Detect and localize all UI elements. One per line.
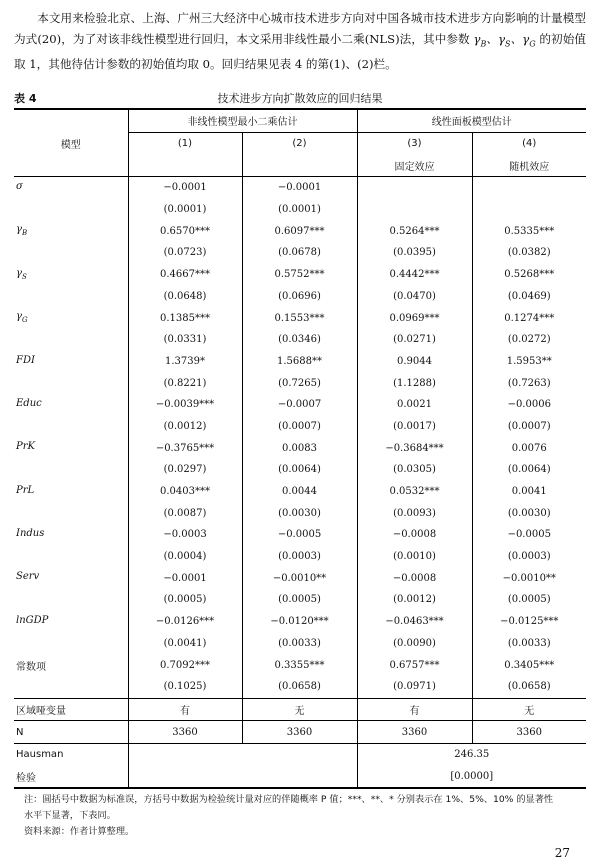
n-cell: 3360 <box>128 721 242 744</box>
table-notes <box>24 792 586 840</box>
coef-cell: 0.6570*** <box>128 220 242 242</box>
se-cell: (0.0005) <box>128 589 242 611</box>
param-symbol: $\gamma_S$ <box>498 32 511 49</box>
se-cell: (0.0331) <box>128 329 242 351</box>
coef-cell: 0.0044 <box>242 481 357 503</box>
se-cell: (0.0064) <box>242 459 357 481</box>
note-line: 注：圆括号中数据为标准误，方括号中数据为检验统计量对应的伴随概率 P 值；***、**、* 分别表示在 1%、5%、10% 的显著性 <box>24 794 554 805</box>
coef-cell: −0.0008 <box>357 567 472 589</box>
se-cell: (0.7263) <box>507 377 551 389</box>
se-cell: (0.0003) <box>242 546 357 568</box>
row-label <box>14 437 128 480</box>
hausman-stat: 246.35 <box>357 743 586 765</box>
row-label-text: $\gamma_G$ <box>16 311 28 325</box>
row-label-text: Indus <box>16 528 45 540</box>
page-number: 27 <box>554 846 570 860</box>
coef-cell: 1.5953** <box>506 355 552 367</box>
coef-cell: −0.0001 <box>128 567 242 589</box>
se-cell <box>472 199 586 221</box>
intro-params: $\gamma_B$、$\gamma_S$、$\gamma_G$ <box>473 32 536 49</box>
coef-cell <box>357 177 472 199</box>
coef-cell: −0.0003 <box>128 524 242 546</box>
se-cell: (0.0033) <box>507 637 551 649</box>
se-cell: (0.0093) <box>357 502 472 524</box>
se-cell: (0.0658) <box>507 681 551 693</box>
coef-cell: 0.5268*** <box>504 269 555 281</box>
table-row <box>14 307 586 329</box>
dummy-cell: 无 <box>472 698 586 721</box>
se-cell: (0.0971) <box>357 676 472 698</box>
source-line: 资料来源：作者计算整理。 <box>24 826 135 837</box>
coef-cell: 0.4442*** <box>357 264 472 286</box>
param-symbol: $\gamma_B$ <box>473 32 487 49</box>
intro-part2: 的初始值取 1，其他待估计参数的初始值均取 0。回归结果见表 4 的第(1)、(2)栏。 <box>14 32 586 72</box>
se-cell: (0.0271) <box>357 329 472 351</box>
table-row <box>14 481 586 503</box>
coef-cell: 0.6097*** <box>242 220 357 242</box>
table-number: 表 4 <box>14 92 37 105</box>
row-label <box>14 307 128 350</box>
coef-cell: 0.9044 <box>357 351 472 373</box>
coef-cell: −0.0039*** <box>128 394 242 416</box>
se-cell: (0.0723) <box>128 242 242 264</box>
header-col-sub: 随机效应 <box>509 161 550 173</box>
se-cell: (0.0382) <box>507 247 551 259</box>
se-cell: (0.0003) <box>507 551 551 563</box>
header-group-nls: 非线性模型最小二乘估计 <box>128 109 357 132</box>
coef-cell: 0.5335*** <box>504 225 555 237</box>
row-label-text: PrL <box>16 484 35 496</box>
row-label-text: lnGDP <box>16 614 49 626</box>
row-label <box>14 567 128 610</box>
coef-cell: 0.6757*** <box>357 654 472 676</box>
header-group-linear: 线性面板模型估计 <box>357 109 586 132</box>
se-cell: (0.0395) <box>357 242 472 264</box>
coef-cell: 0.1385*** <box>128 307 242 329</box>
row-label-text: $\gamma_S$ <box>16 267 27 281</box>
coef-cell: 0.0041 <box>511 486 547 498</box>
se-cell: (0.0001) <box>128 199 242 221</box>
row-label-text: $\gamma_B$ <box>16 224 28 238</box>
coef-cell: −0.0008 <box>357 524 472 546</box>
se-cell: (0.0001) <box>242 199 357 221</box>
se-cell: (0.0064) <box>507 464 551 476</box>
row-label <box>14 611 128 654</box>
table-row <box>14 567 586 589</box>
se-cell <box>357 199 472 221</box>
row-label <box>14 654 128 698</box>
se-cell: (0.0007) <box>242 416 357 438</box>
se-cell: (0.0010) <box>357 546 472 568</box>
coef-cell: −0.0010** <box>242 567 357 589</box>
row-label-text: 常数项 <box>16 662 46 674</box>
coef-cell: 0.3405*** <box>504 659 555 671</box>
subscript: S <box>21 272 27 281</box>
header-col-sub <box>128 154 242 176</box>
header-col-sub <box>242 154 357 176</box>
se-cell: (0.0004) <box>128 546 242 568</box>
se-cell: (0.0297) <box>128 459 242 481</box>
regression-table <box>14 108 586 789</box>
coef-cell: 0.4667*** <box>128 264 242 286</box>
se-cell: (0.0658) <box>242 676 357 698</box>
row-label <box>14 220 128 263</box>
subscript: G <box>529 39 536 49</box>
table-title: 技术进步方向扩散效应的回归结果 <box>217 92 383 105</box>
row-label-text: Educ <box>16 397 42 409</box>
row-label-text: σ <box>16 181 23 193</box>
se-cell: (0.0648) <box>128 286 242 308</box>
hausman-label: 检验 <box>14 766 128 789</box>
header-col-num: (4) <box>472 132 586 154</box>
coef-cell: 0.0021 <box>357 394 472 416</box>
subscript: B <box>480 39 487 49</box>
table-row <box>14 698 586 721</box>
table-caption <box>14 90 586 106</box>
se-cell: (0.7265) <box>242 372 357 394</box>
table-row <box>14 351 586 373</box>
coef-cell: −0.0120*** <box>242 611 357 633</box>
dummy-cell: 有 <box>357 698 472 721</box>
hausman-label: Hausman <box>14 743 128 765</box>
table-row <box>14 220 586 242</box>
n-label: N <box>14 721 128 744</box>
row-label-text: PrK <box>16 441 35 453</box>
subscript: B <box>21 229 28 238</box>
se-cell: (0.0017) <box>357 416 472 438</box>
se-cell: (0.0012) <box>357 589 472 611</box>
row-label-text: Serv <box>16 571 40 583</box>
coef-cell: 0.0403*** <box>128 481 242 503</box>
coef-cell: −0.0125*** <box>500 616 559 628</box>
param-symbol: $\gamma_G$ <box>522 32 536 49</box>
table-row <box>14 743 586 765</box>
coef-cell: −0.0463*** <box>357 611 472 633</box>
se-cell: (0.1025) <box>128 676 242 698</box>
dummy-cell: 无 <box>242 698 357 721</box>
se-cell: (0.0005) <box>507 594 551 606</box>
dummy-cell: 有 <box>128 698 242 721</box>
row-label <box>14 524 128 567</box>
coef-cell: 1.5688** <box>242 351 357 373</box>
coef-cell: 0.0083 <box>242 437 357 459</box>
se-cell: (0.0305) <box>357 459 472 481</box>
se-cell: (0.0030) <box>242 502 357 524</box>
table-row <box>14 394 586 416</box>
se-cell: (0.0469) <box>507 290 551 302</box>
coef-cell: −0.0010** <box>502 572 556 584</box>
coef-cell: −0.3765*** <box>128 437 242 459</box>
coef-cell: 0.0969*** <box>357 307 472 329</box>
header-col-num: (1) <box>128 132 242 154</box>
se-cell: (0.0346) <box>242 329 357 351</box>
header-col-sub: 固定效应 <box>357 154 472 176</box>
se-cell: (0.0041) <box>128 633 242 655</box>
n-cell: 3360 <box>242 721 357 744</box>
coef-cell: 0.0076 <box>511 442 547 454</box>
coef-cell: −0.0005 <box>507 529 551 541</box>
se-cell: (0.0696) <box>242 286 357 308</box>
coef-cell: 0.7092*** <box>128 654 242 676</box>
se-cell: (0.0470) <box>357 286 472 308</box>
subscript: G <box>21 316 28 325</box>
coef-cell: −0.0001 <box>242 177 357 199</box>
table-row <box>14 611 586 633</box>
se-cell: (0.0033) <box>242 633 357 655</box>
coef-cell: 1.3739* <box>128 351 242 373</box>
dummy-label: 区域哑变量 <box>14 698 128 721</box>
table-row <box>14 177 586 199</box>
se-cell: (0.8221) <box>128 372 242 394</box>
coef-cell: −0.0001 <box>128 177 242 199</box>
coef-cell: 0.1274*** <box>504 312 555 324</box>
note-line: 水平下显著，下表同。 <box>24 810 116 821</box>
intro-part1: 本文用来检验北京、上海、广州三大经济中心城市技术进步方向对中国各城市技术进步方向影响的计量模型为式(20)，为了对该非线性模型进行回归，本文采用非线性最小二乘(NLS)法，其中参数 <box>14 11 586 46</box>
header-model-label: 模型 <box>14 109 128 177</box>
table-row <box>14 654 586 676</box>
row-label <box>14 264 128 307</box>
coef-cell: −0.3684*** <box>357 437 472 459</box>
row-label <box>14 394 128 437</box>
row-label <box>14 481 128 524</box>
coef-cell: 0.5264*** <box>357 220 472 242</box>
n-cell: 3360 <box>357 721 472 744</box>
n-cell: 3360 <box>472 721 586 744</box>
table-row <box>14 524 586 546</box>
se-cell: (0.0678) <box>242 242 357 264</box>
se-cell: (0.0012) <box>128 416 242 438</box>
table-row <box>14 721 586 744</box>
header-col-num: (2) <box>242 132 357 154</box>
header-col-num: (3) <box>357 132 472 154</box>
subscript: S <box>505 39 511 49</box>
table-row <box>14 264 586 286</box>
coef-cell <box>472 177 586 199</box>
row-label <box>14 351 128 394</box>
coef-cell: −0.0006 <box>507 399 551 411</box>
hausman-p: [0.0000] <box>357 766 586 789</box>
coef-cell: −0.0007 <box>242 394 357 416</box>
coef-cell: 0.5752*** <box>242 264 357 286</box>
row-label-text: FDI <box>16 354 35 366</box>
coef-cell: 0.1553*** <box>242 307 357 329</box>
coef-cell: −0.0126*** <box>128 611 242 633</box>
table-row <box>14 437 586 459</box>
coef-cell: 0.3355*** <box>242 654 357 676</box>
intro-paragraph <box>14 8 586 75</box>
row-label <box>14 177 128 221</box>
se-cell: (1.1288) <box>357 372 472 394</box>
coef-cell: 0.0532*** <box>357 481 472 503</box>
se-cell: (0.0087) <box>128 502 242 524</box>
se-cell: (0.0090) <box>357 633 472 655</box>
se-cell: (0.0272) <box>507 334 551 346</box>
se-cell: (0.0030) <box>507 507 551 519</box>
coef-cell: −0.0005 <box>242 524 357 546</box>
se-cell: (0.0005) <box>242 589 357 611</box>
hausman-blank <box>128 743 357 788</box>
se-cell: (0.0007) <box>507 420 551 432</box>
